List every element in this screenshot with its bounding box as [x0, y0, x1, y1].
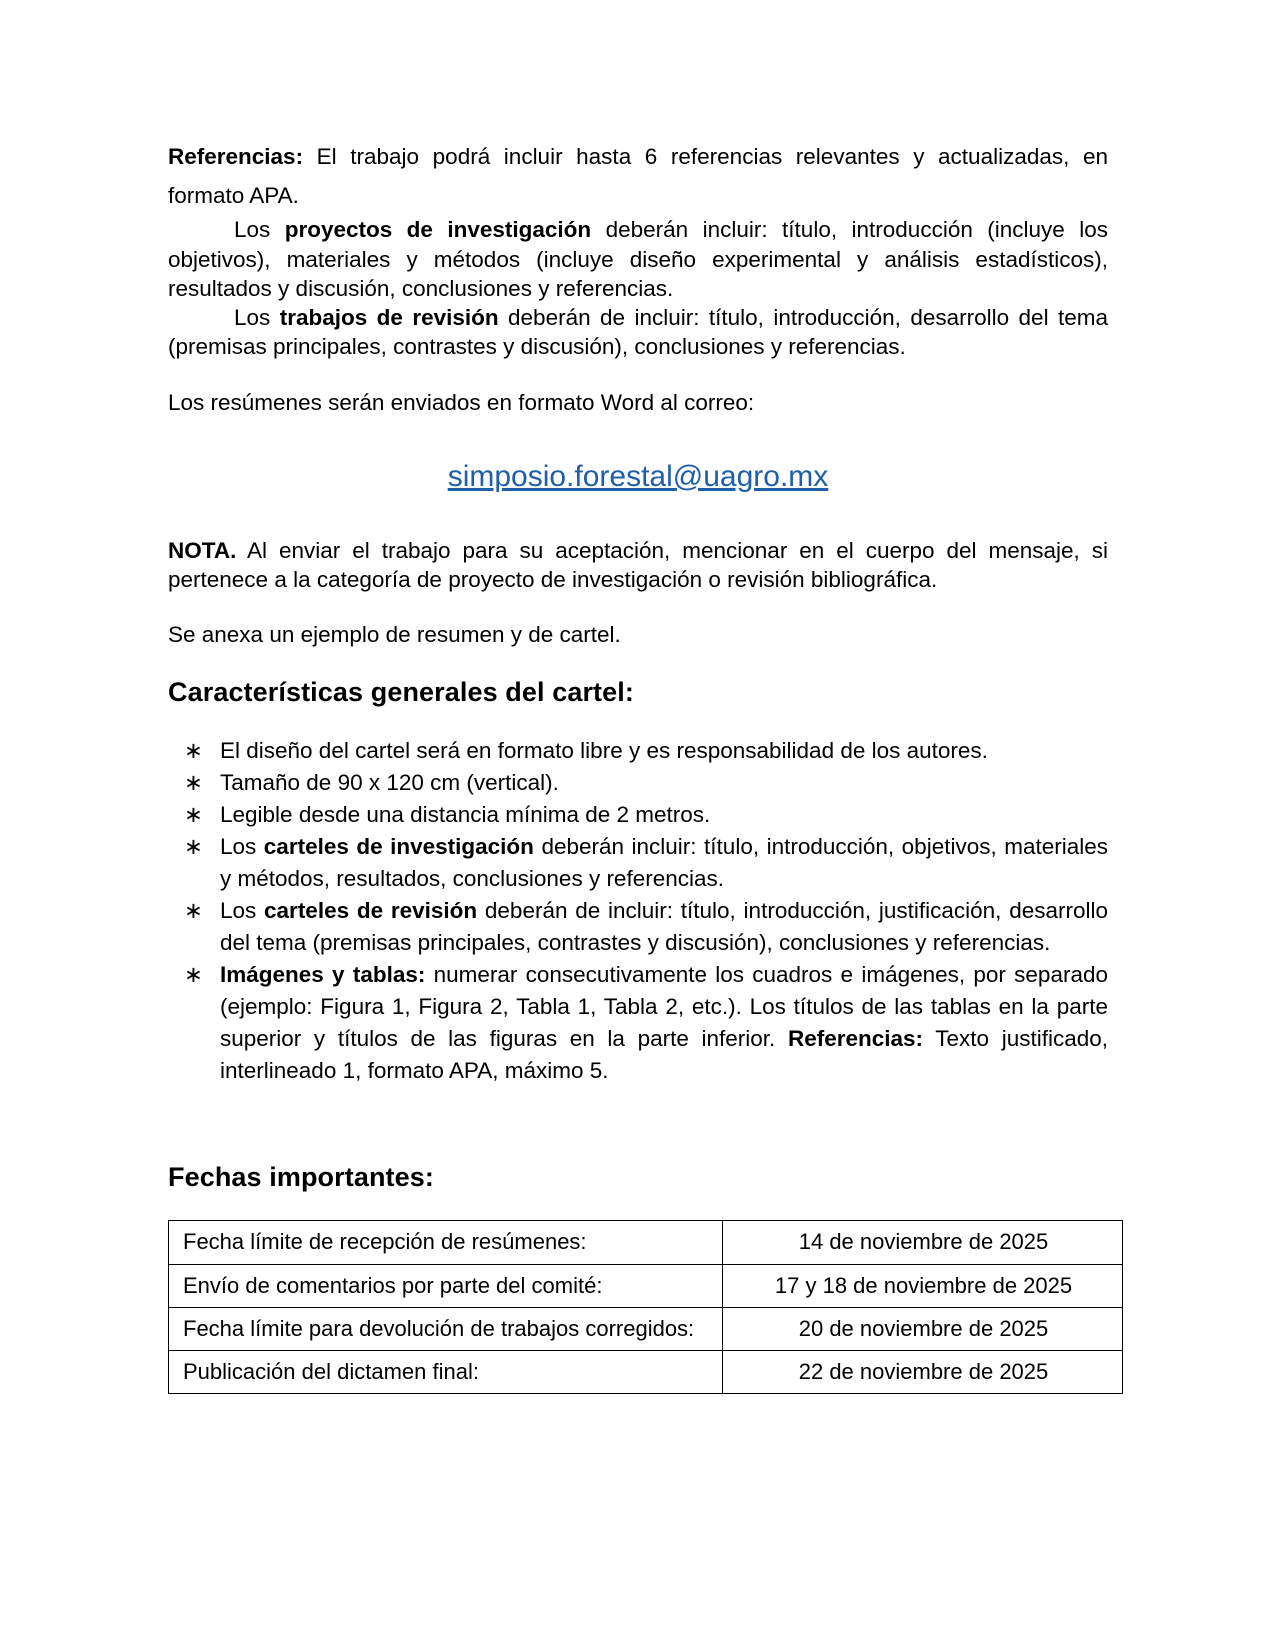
spacer — [168, 1194, 1108, 1220]
list-item-prefix: Los — [220, 898, 265, 924]
asterisk-bullet-icon: ∗ — [184, 961, 203, 987]
poster-characteristics-list — [168, 735, 1108, 1086]
list-item — [168, 831, 1108, 895]
list-item-bold: Imágenes y tablas: — [220, 961, 426, 987]
asterisk-bullet-icon: ∗ — [184, 802, 203, 828]
spacer — [168, 709, 1108, 735]
revision-bold: trabajos de revisión — [279, 305, 499, 331]
asterisk-bullet-icon: ∗ — [184, 898, 203, 924]
table-cell-value: 17 y 18 de noviembre de 2025 — [723, 1264, 1123, 1307]
list-item-prefix: Los — [220, 834, 264, 860]
spacer — [168, 362, 1108, 388]
table-row — [169, 1350, 1123, 1393]
revision-text: deberán de incluir: título, introducción, desarrollo del tema (premisas principales, contrastes y discusión), conclusiones y referencias. — [168, 305, 1109, 360]
table-cell-value: 14 de noviembre de 2025 — [723, 1221, 1123, 1264]
nota-label: NOTA. — [168, 537, 237, 563]
list-item — [168, 959, 1108, 1087]
asterisk-bullet-icon: ∗ — [184, 770, 203, 796]
list-item-text: Legible desde una distancia mínima de 2 metros. — [220, 802, 711, 828]
paragraph-anexo: Se anexa un ejemplo de resumen y de cartel. — [168, 622, 621, 648]
email-line — [168, 457, 1108, 496]
spacer — [168, 1143, 1108, 1161]
table-cell-value: 20 de noviembre de 2025 — [723, 1307, 1123, 1350]
list-item-text: El diseño del cartel será en formato libre y es responsabilidad de los autores. — [220, 738, 988, 764]
spacer — [168, 1087, 1108, 1143]
revision-prefix: Los — [234, 305, 280, 331]
table-cell-value: 22 de noviembre de 2025 — [723, 1350, 1123, 1393]
spacer — [168, 650, 1108, 676]
table-row — [169, 1307, 1123, 1350]
list-item-text: deberán incluir: título, introducción, objetivos, materiales y métodos, resultados, conclusiones y referencias. — [220, 834, 1109, 892]
list-item-text: Tamaño de 90 x 120 cm (vertical). — [220, 770, 559, 796]
list-item — [168, 767, 1108, 799]
list-item-bold: carteles de investigación — [263, 834, 534, 860]
spacer — [168, 496, 1108, 536]
list-item-text: numerar consecutivamente los cuadros e imágenes, por separado (ejemplo: Figura 1, Figura 2, Tabla 1, Tabla 2, etc.). Los títulos de las tablas en la parte superior y títulos de las figuras en la parte inferior. — [220, 961, 1108, 1051]
proyectos-text: deberán incluir: título, introducción (incluye los objetivos), materiales y métodos (incluye diseño experimental y análisis estadísticos), resultados y discusión, conclusiones y referencias. — [168, 217, 1108, 301]
paragraph-referencias — [168, 138, 1108, 215]
list-item — [168, 799, 1108, 831]
paragraph-trabajos-revision — [168, 303, 1108, 362]
spacer — [168, 417, 1108, 457]
heading-fechas-importantes: Fechas importantes: — [168, 1161, 434, 1192]
table-cell-label: Envío de comentarios por parte del comité: — [169, 1264, 723, 1307]
table-cell-label: Fecha límite de recepción de resúmenes: — [169, 1221, 723, 1264]
list-item-bold-2: Referencias: — [787, 1025, 924, 1051]
email-link[interactable]: simposio.forestal@uagro.mx — [447, 459, 829, 493]
paragraph-proyectos — [168, 215, 1108, 303]
proyectos-bold: proyectos de investigación — [284, 217, 592, 243]
list-item — [168, 735, 1108, 767]
referencias-label: Referencias: — [168, 144, 304, 169]
paragraph-envio-resumenes: Los resúmenes serán enviados en formato Word al correo: — [168, 389, 755, 415]
list-item-bold: carteles de revisión — [264, 898, 478, 924]
list-item-text-2: Texto justificado, interlineado 1, formato APA, máximo 5. — [220, 1025, 1108, 1083]
asterisk-bullet-icon: ∗ — [184, 834, 203, 860]
list-item-text: deberán de incluir: título, introducción, justificación, desarrollo del tema (premisas principales, contrastes y discusión), conclusiones y referencias. — [220, 898, 1108, 955]
table-row — [169, 1221, 1123, 1264]
table-cell-label: Publicación del dictamen final: — [169, 1350, 723, 1393]
spacer — [168, 594, 1108, 620]
referencias-text: El trabajo podrá incluir hasta 6 referencias relevantes y actualizadas, en formato APA. — [168, 144, 1108, 208]
table-cell-label: Fecha límite para devolución de trabajos corregidos: — [169, 1307, 723, 1350]
table-row — [169, 1264, 1123, 1307]
list-item — [168, 895, 1108, 959]
asterisk-bullet-icon: ∗ — [184, 738, 203, 764]
proyectos-prefix: Los — [234, 217, 285, 243]
document-body — [168, 138, 1108, 1394]
heading-caracteristicas-cartel: Características generales del cartel: — [168, 676, 634, 707]
paragraph-nota — [168, 536, 1108, 595]
nota-text: Al enviar el trabajo para su aceptación, mencionar en el cuerpo del mensaje, si pertenece a la categoría de proyecto de investigación o revisión bibliográfica. — [168, 537, 1108, 593]
important-dates-table — [168, 1220, 1123, 1394]
